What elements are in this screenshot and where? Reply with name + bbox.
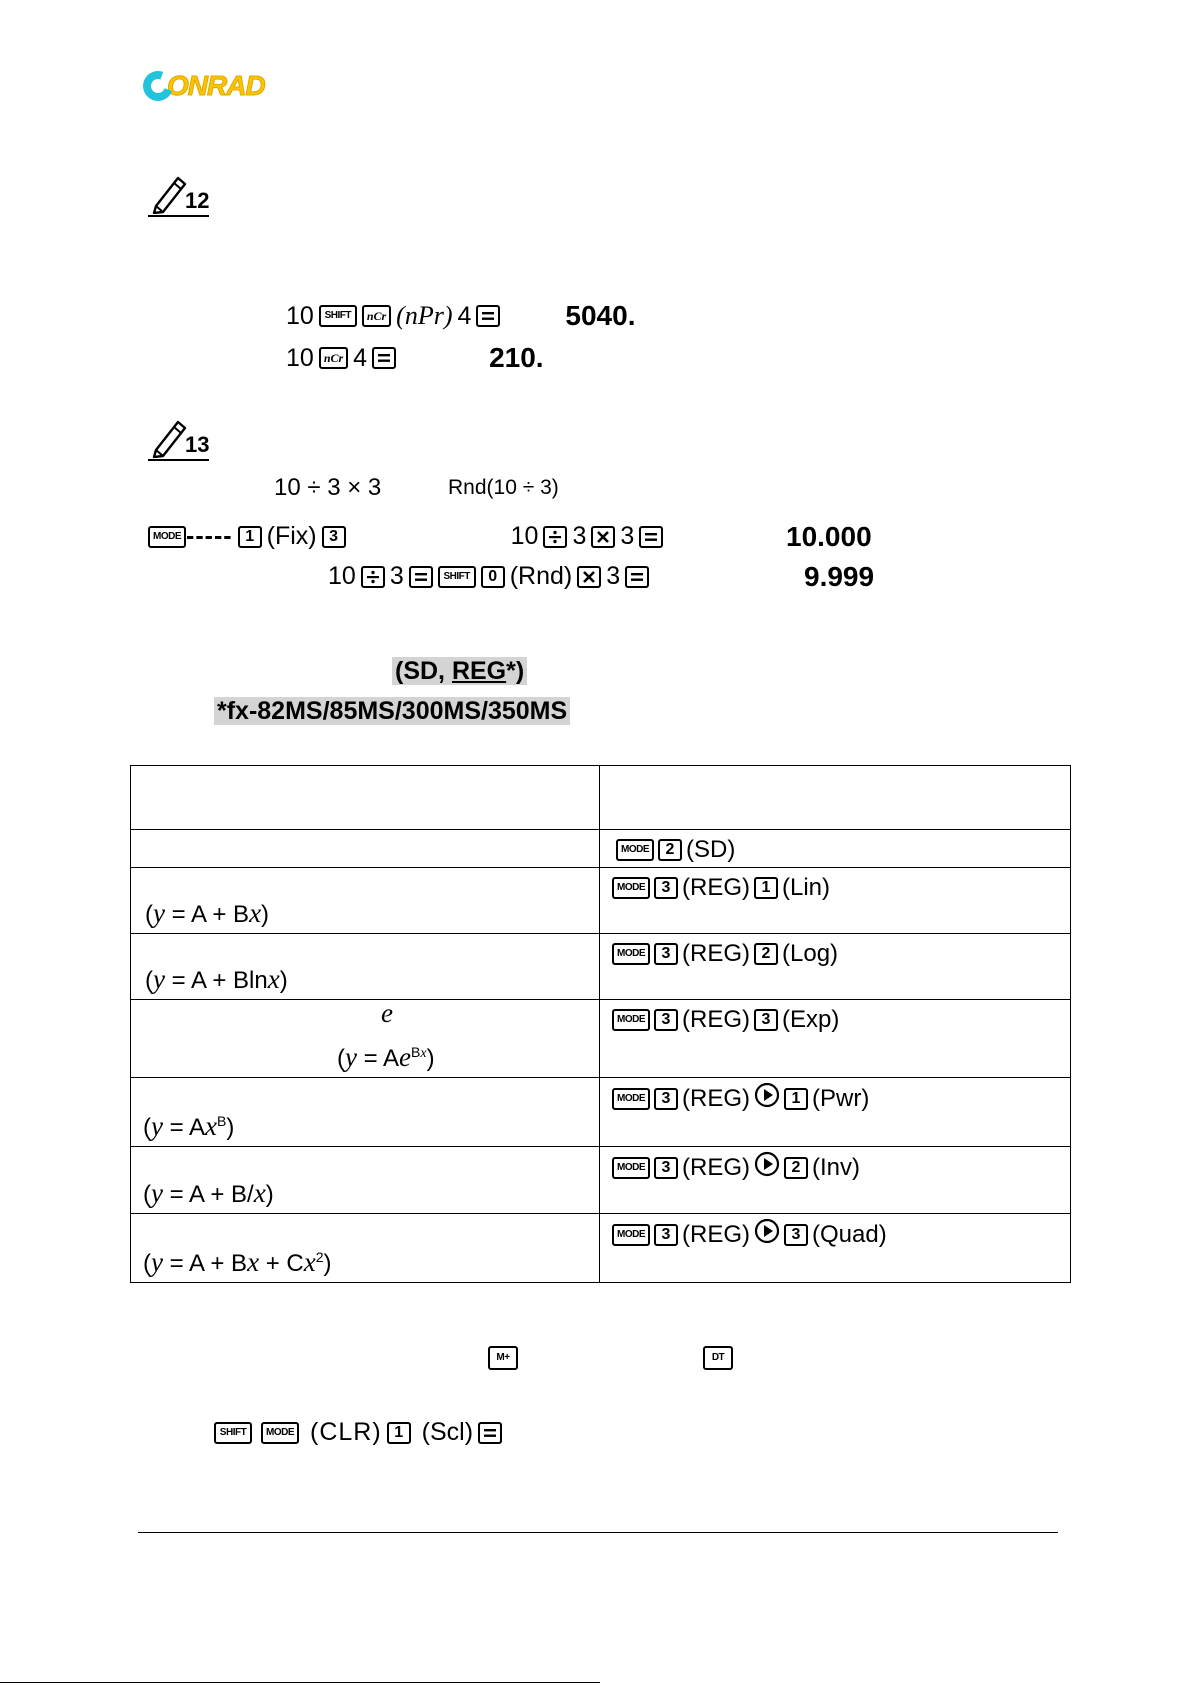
- number-10: 10: [510, 522, 539, 550]
- model-list-text: *fx-82MS/85MS/300MS/350MS: [214, 697, 570, 725]
- mode-key: MODE: [612, 1224, 650, 1246]
- number-3: 3: [572, 522, 587, 550]
- note-number: 12: [185, 188, 210, 213]
- number-10: 10: [328, 562, 356, 590]
- expr-right: Rnd(10 ÷ 3): [448, 476, 559, 499]
- formula-cell: [131, 868, 600, 934]
- operation-cell: [600, 934, 1071, 1000]
- ex13-line-1: [148, 522, 908, 551]
- key-3: 3: [654, 1088, 678, 1110]
- key-3: 3: [654, 1009, 678, 1031]
- mode-heading-text: (SD, REG*): [392, 657, 527, 685]
- formula-quad: $(y = A + Bx + Cx^2)$: [143, 1247, 332, 1277]
- multiply-key: [577, 566, 601, 588]
- key-1: 1: [784, 1088, 808, 1110]
- mode-key: MODE: [616, 839, 654, 861]
- clr-label: (CLR): [310, 1418, 382, 1446]
- operation-cell: [600, 1078, 1071, 1147]
- formula-log: (y = A + Blnx): [145, 964, 288, 994]
- expr-left: 10 ÷ 3 × 3: [274, 474, 382, 501]
- key-2: 2: [754, 943, 778, 965]
- inv-label: (Inv): [812, 1153, 860, 1181]
- pencil-icon: [148, 172, 188, 214]
- result-10000: 10.000: [786, 520, 872, 552]
- note-12-marker: [148, 172, 209, 214]
- table-header-row: [131, 766, 1071, 830]
- equals-key: [476, 305, 500, 327]
- formula-pwr: $(y = Ax^B)$: [143, 1111, 235, 1141]
- number-10: 10: [286, 301, 314, 330]
- right-arrow-icon: [754, 1151, 780, 1184]
- formula-cell: [131, 830, 600, 868]
- equals-key: [409, 566, 433, 588]
- table-row: [131, 1214, 1071, 1283]
- mplus-key: M+: [488, 1346, 518, 1370]
- mode-table: [130, 765, 1071, 1283]
- dt-key: DT: [703, 1346, 733, 1370]
- key-1: 1: [238, 526, 262, 548]
- number-4: 4: [457, 301, 472, 330]
- key-3: 3: [654, 943, 678, 965]
- ex12-line-2: [286, 342, 549, 374]
- divide-key: [361, 566, 385, 588]
- mode-key: MODE: [612, 943, 650, 965]
- right-arrow-icon: [754, 1082, 780, 1115]
- formula-inv: (y = A + B/x): [143, 1178, 274, 1208]
- reg-label: (REG): [682, 1006, 750, 1033]
- formula-cell: [131, 934, 600, 1000]
- key-0: 0: [481, 566, 505, 588]
- operation-cell: [600, 1000, 1071, 1078]
- table-row: [131, 1078, 1071, 1147]
- ncr-key: nCr: [362, 305, 391, 327]
- table-row: [131, 934, 1071, 1000]
- log-label: (Log): [782, 940, 839, 967]
- equals-key: [478, 1422, 502, 1444]
- shift-key: SHIFT: [319, 305, 357, 327]
- multiply-key: [591, 526, 615, 548]
- logo-text: ONRAD: [167, 70, 265, 101]
- equals-key: [625, 566, 649, 588]
- formula-lin: (y = A + Bx): [145, 898, 270, 928]
- pwr-label: (Pwr): [812, 1084, 870, 1112]
- exp-label: (Exp): [782, 1006, 840, 1033]
- mode-heading: [392, 657, 527, 686]
- note-number: 13: [185, 432, 210, 457]
- result-210: 210.: [489, 342, 544, 373]
- shift-key: SHIFT: [214, 1422, 252, 1444]
- result-9999: 9.999: [804, 560, 875, 592]
- mode-key: MODE: [612, 1088, 650, 1110]
- reg-label: (REG): [682, 1220, 750, 1248]
- mode-key: MODE: [612, 1157, 650, 1179]
- table-row: [131, 830, 1071, 868]
- operation-cell: [600, 830, 1071, 868]
- formula-exp: $(y = Ae^{Bx})$: [337, 1042, 435, 1072]
- key-3: 3: [654, 877, 678, 899]
- equals-key: [372, 347, 396, 369]
- rnd-label: (Rnd): [509, 562, 573, 590]
- reg-label: (REG): [682, 874, 750, 901]
- footer-divider: [0, 1682, 600, 1683]
- divide-key: [543, 526, 567, 548]
- reg-label: (REG): [682, 940, 750, 967]
- key-3: 3: [754, 1009, 778, 1031]
- reg-label: (REG): [682, 1153, 750, 1181]
- table-row: [131, 1147, 1071, 1214]
- npr-label: (nPr): [396, 301, 453, 330]
- key-3: 3: [784, 1224, 808, 1246]
- key-2: 2: [784, 1157, 808, 1179]
- table-row: [131, 1000, 1071, 1078]
- header-cell: [600, 766, 1071, 830]
- ex12-line-1: [286, 300, 640, 332]
- key-3: 3: [654, 1224, 678, 1246]
- operation-cell: [600, 868, 1071, 934]
- formula-cell: [131, 1214, 600, 1283]
- key-2: 2: [658, 839, 682, 861]
- mode-key: MODE: [261, 1422, 299, 1444]
- sd-label: (SD): [686, 836, 736, 863]
- conrad-logo: [143, 70, 265, 102]
- key-1: 1: [387, 1422, 411, 1444]
- note-13-marker: [148, 416, 209, 458]
- right-arrow-icon: [754, 1218, 780, 1251]
- mode-key: MODE: [612, 1009, 650, 1031]
- mode-key: MODE: [612, 877, 650, 899]
- mode-key: MODE: [148, 526, 186, 548]
- operation-cell: [600, 1214, 1071, 1283]
- fix-label: (Fix): [266, 522, 317, 550]
- model-list: [214, 697, 570, 726]
- shift-key: SHIFT: [438, 566, 476, 588]
- number-3: 3: [389, 562, 404, 590]
- key-3: 3: [322, 526, 346, 548]
- operation-cell: [600, 1147, 1071, 1214]
- reg-label: (REG): [682, 1084, 750, 1112]
- number-10: 10: [286, 343, 314, 372]
- formula-cell: [131, 1000, 600, 1078]
- ncr-key: nCr: [319, 347, 348, 369]
- pencil-icon: [148, 416, 188, 458]
- formula-cell: [131, 1147, 600, 1214]
- key-1: 1: [754, 877, 778, 899]
- e-symbol: e: [381, 998, 393, 1028]
- header-cell: [131, 766, 600, 830]
- table-row: [131, 868, 1071, 934]
- clear-line: [214, 1418, 507, 1447]
- lin-label: (Lin): [782, 874, 831, 901]
- quad-label: (Quad): [812, 1220, 887, 1248]
- ex13-line-2: [328, 562, 908, 591]
- result-5040: 5040.: [565, 300, 636, 331]
- number-3: 3: [606, 562, 621, 590]
- equals-key: [639, 526, 663, 548]
- key-3: 3: [654, 1157, 678, 1179]
- page-divider: [138, 1532, 1058, 1533]
- number-4: 4: [353, 343, 368, 372]
- dots: -----: [186, 522, 233, 550]
- number-3: 3: [620, 522, 635, 550]
- scl-label: (Scl): [421, 1418, 474, 1446]
- formula-cell: [131, 1078, 600, 1147]
